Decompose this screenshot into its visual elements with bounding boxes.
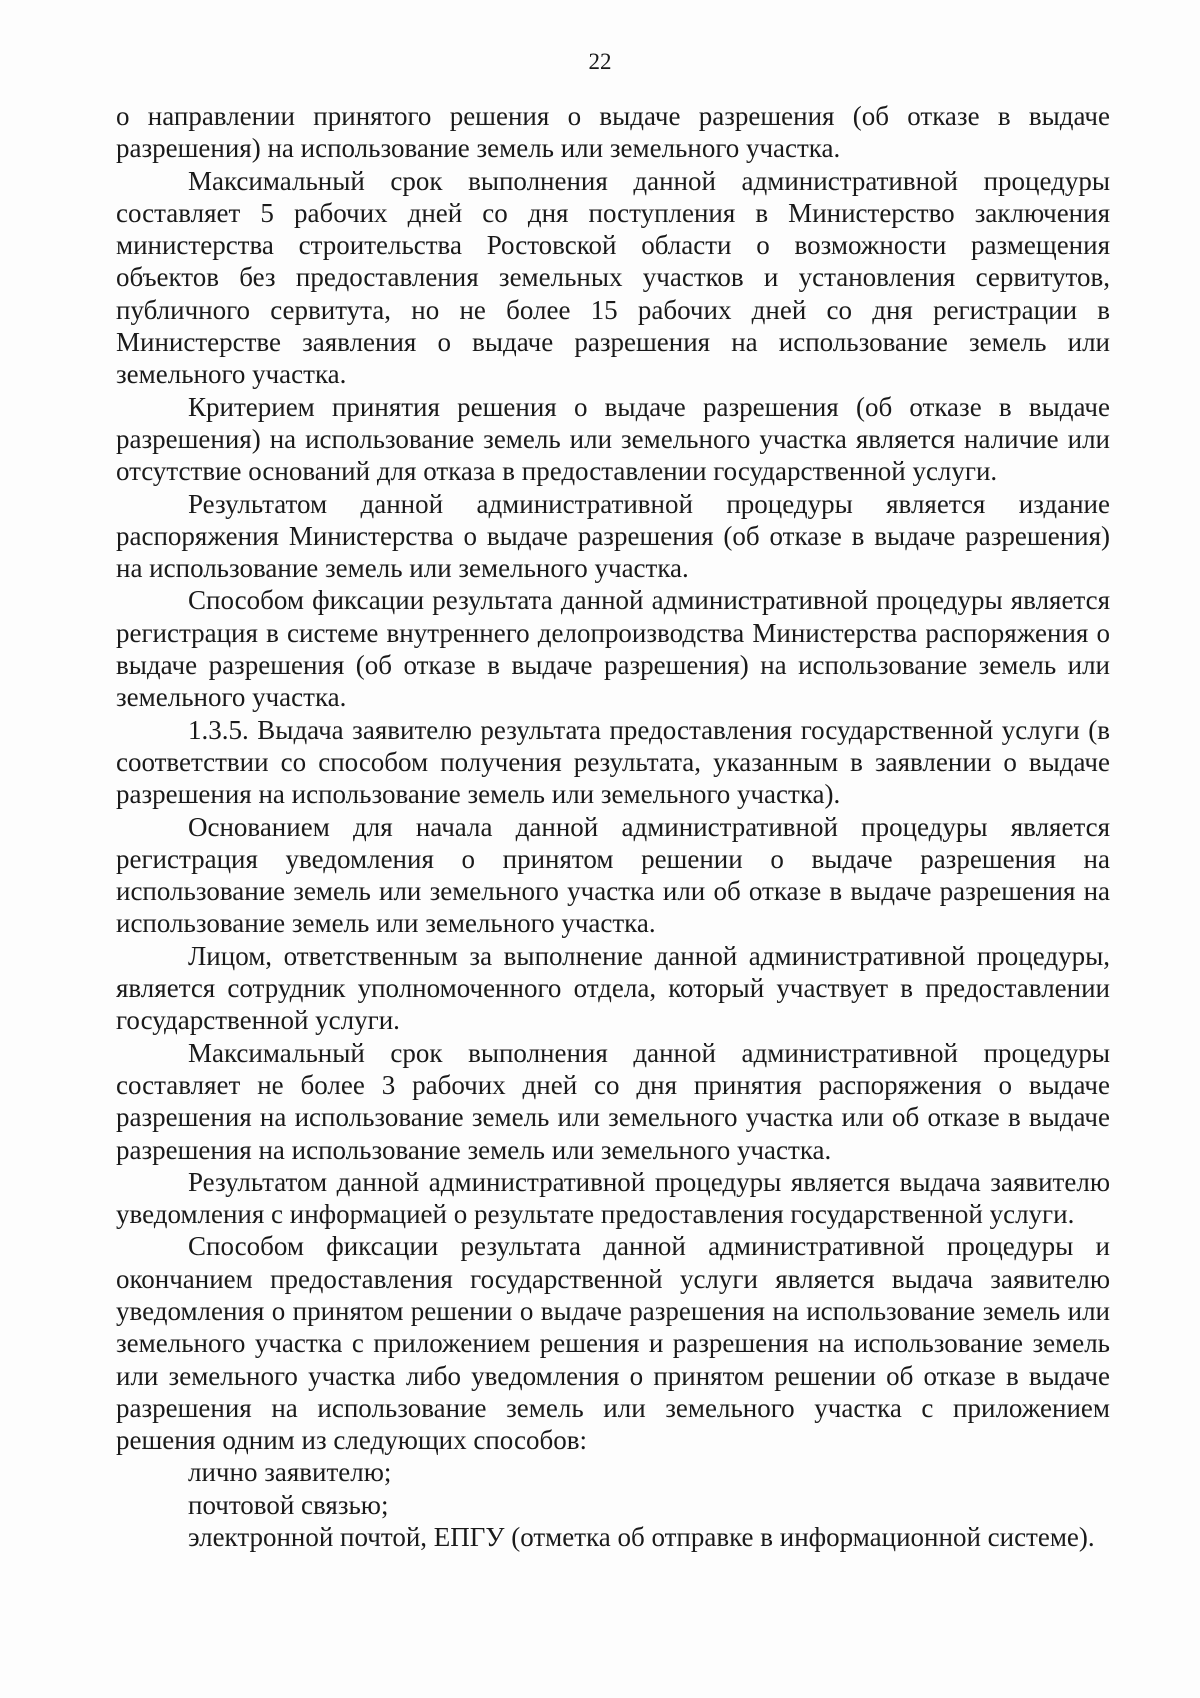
paragraph-result-2: Результатом данной административной процедуры является выдача заявителю уведомления с информацией о результате предоставления государственной услуги. [116, 1166, 1110, 1230]
paragraph-criterion: Критерием принятия решения о выдаче разрешения (об отказе в выдаче разрешения) на использование земель или земельного участка является наличие или отсутствие оснований для отказа в предоставлении государственной услуги. [116, 391, 1110, 487]
paragraph-result-1: Результатом данной административной процедуры является издание распоряжения Министерства о выдаче разрешения (об отказе в выдаче разрешения) на использование земель или земельного участка. [116, 488, 1110, 584]
paragraph-basis: Основанием для начала данной административной процедуры является регистрация уведомления о принятом решении о выдаче разрешения на использование земель или земельного участка или об отказе в выдаче разрешения на использование земель или земельного участка. [116, 811, 1110, 939]
paragraph-max-term-2: Максимальный срок выполнения данной административной процедуры составляет не более 3 рабочих дней со дня принятия распоряжения о выдаче разрешения на использование земель или земельного участка или об отказе в выдаче разрешения на использование земель или земельного участка. [116, 1037, 1110, 1165]
list-item: лично заявителю; [188, 1457, 392, 1488]
document-body [116, 100, 1110, 1553]
list-item: электронной почтой, ЕПГУ (отметка об отправке в информационной системе). [188, 1522, 1095, 1553]
paragraph-section-1-3-5: 1.3.5. Выдача заявителю результата предоставления государственной услуги (в соответствии со способом получения результата, указанным в заявлении о выдаче разрешения на использование земель или земельного участка). [116, 714, 1110, 810]
list-item: почтовой связью; [188, 1489, 389, 1520]
paragraph-continuation: о направлении принятого решения о выдаче разрешения (об отказе в выдаче разрешения) на использование земель или земельного участка. [116, 101, 1110, 164]
paragraph-fixation-1: Способом фиксации результата данной административной процедуры является регистрация в системе внутреннего делопроизводства Министерства распоряжения о выдаче разрешения (об отказе в выдаче разрешения) на использование земель или земельного участка. [116, 585, 1110, 713]
page-number: 22 [588, 49, 612, 74]
paragraph-responsible: Лицом, ответственным за выполнение данной административной процедуры, является сотрудник уполномоченного отдела, который участвует в предоставлении государственной услуги. [116, 940, 1110, 1036]
paragraph-max-term-1: Максимальный срок выполнения данной административной процедуры составляет 5 рабочих дней со дня поступления в Министерство заключения министерства строительства Ростовской области о возможности размещения объектов без предоставления земельных участков и установления сервитутов, публичного сервитута, но не более 15 рабочих дней со дня регистрации в Министерстве заявления о выдаче разрешения на использование земель или земельного участка. [116, 165, 1110, 390]
paragraph-fixation-2: Способом фиксации результата данной административной процедуры и окончанием предоставления государственной услуги является выдача заявителю уведомления о принятом решении о выдаче разрешения на использование земель или земельного участка с приложением решения и разрешения на использование земель или земельного участка либо уведомления о принятом решении об отказе в выдаче разрешения на использование земель или земельного участка с приложением решения одним из следующих способов: [116, 1231, 1110, 1456]
